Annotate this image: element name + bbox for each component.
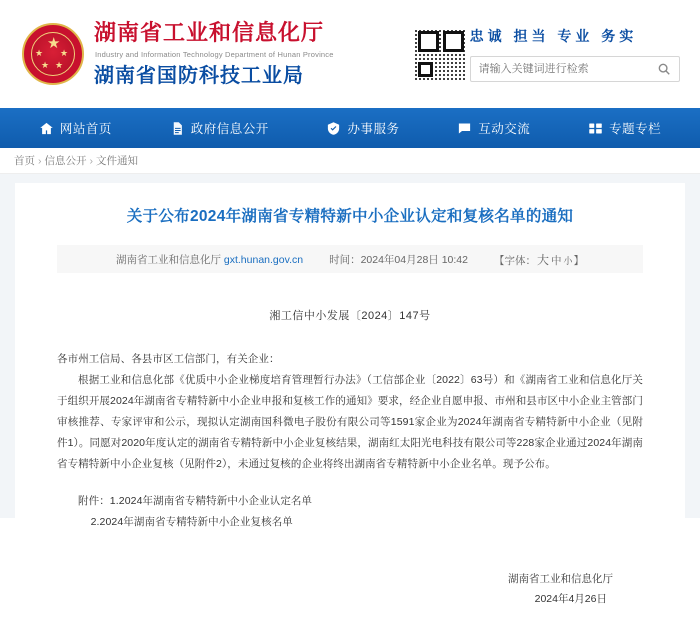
- fontsize-large-button[interactable]: 大: [537, 252, 550, 267]
- site-title-en: Industry and Information Technology Department of Hunan Province: [95, 50, 334, 59]
- grid-icon: [588, 121, 603, 136]
- article-meta: [57, 245, 643, 273]
- breadcrumb-item-notice[interactable]: 文件通知: [96, 155, 138, 167]
- breadcrumb: [0, 148, 700, 174]
- nav-label-gov-info: 政府信息公开: [190, 122, 269, 136]
- article-time: [329, 252, 468, 267]
- breadcrumb-item-info[interactable]: 信息公开: [44, 155, 87, 167]
- fontsize-label: 【字体：: [494, 254, 536, 267]
- home-icon: [39, 121, 54, 136]
- article-time-label: 时间：: [329, 253, 361, 266]
- article-body: [57, 349, 643, 533]
- attachment-list: [57, 491, 643, 533]
- nav-label-special-column: 专题专栏: [609, 122, 662, 136]
- header-right: [470, 26, 684, 82]
- document-number: 湘工信中小发展〔2024〕147号: [269, 310, 431, 322]
- search-bar[interactable]: [470, 56, 680, 82]
- nav-item-gov-info[interactable]: [170, 119, 269, 137]
- site-subtitle-cn: 湖南省国防科技工业局: [94, 63, 304, 87]
- nav-label-home: 网站首页: [59, 122, 112, 136]
- fontsize-medium-button[interactable]: 中: [551, 254, 562, 267]
- site-title-cn: 湖南省工业和信息化厅: [94, 21, 325, 46]
- fontsize-control: [494, 251, 584, 268]
- main-nav: [0, 108, 700, 148]
- document-icon: [170, 121, 185, 136]
- site-header: [0, 0, 700, 108]
- content-area: [0, 174, 700, 605]
- breadcrumb-separator: ›: [38, 154, 42, 167]
- nav-label-interaction: 互动交流: [478, 122, 531, 136]
- qr-code-icon: [412, 25, 470, 83]
- signature-org: 湖南省工业和信息化厅: [508, 573, 613, 585]
- article-source-link[interactable]: gxt.hunan.gov.cn: [223, 253, 304, 266]
- article-time-value: 2024年04月28日 10:42: [360, 253, 468, 266]
- breadcrumb-item-home[interactable]: 首页: [14, 155, 35, 167]
- breadcrumb-separator-2: ›: [89, 154, 93, 167]
- attachment-item-1[interactable]: 附件：1.2024年湖南省专精特新中小企业认定名单: [78, 495, 313, 507]
- nav-label-service: 办事服务: [347, 122, 400, 136]
- attachment-item-2[interactable]: 2.2024年湖南省专精特新中小企业复核名单: [90, 516, 293, 528]
- signature-date: 2024年4月26日: [534, 593, 607, 605]
- chat-icon: [457, 121, 472, 136]
- article-paragraph-main: 根据工业和信息化部《优质中小企业梯度培育管理暂行办法》（工信部企业〔2022〕63号）和《湖南省工业和信息化厅关于组织开展2024年湖南省专精特新中小企业申报和复核工作的通知》要求，经企业自愿申报、市州和县市区中小企业主管部门审核推荐、专家评审和公示，现拟认定湖南国科微电子股份有限公司等1591家企业为2024年湖南省专精特新中小企业（见附件1）。同愿对2020年度认定的湖南省专精特新中小企业复核结果，湖南红太阳光电科技有限公司等228家企业通过2024年湖南省专精特新中小企业复核（见附件2），未通过复核的企业将终出湖南省专精特新中小企业名单。现予公布。: [57, 374, 643, 470]
- service-icon: [326, 121, 341, 136]
- fontsize-small-button[interactable]: 小: [563, 255, 573, 266]
- site-title-block: [94, 20, 334, 88]
- fontsize-close: 】: [573, 254, 585, 267]
- nav-item-special-column[interactable]: [588, 119, 661, 137]
- article-card: [15, 183, 685, 619]
- page-title: 关于公布2024年湖南省专精特新中小企业认定和复核名单的通知: [126, 208, 574, 225]
- signature-block: [57, 569, 643, 609]
- search-input[interactable]: [471, 63, 649, 75]
- nav-item-interaction[interactable]: [457, 119, 530, 137]
- article-source-label: 湖南省工业和信息化厅: [115, 253, 221, 266]
- nav-item-service[interactable]: [326, 119, 399, 137]
- nav-item-home[interactable]: [39, 119, 112, 137]
- article-source: [116, 252, 303, 267]
- national-emblem-icon: ★ ★ ★ ★ ★: [22, 23, 84, 85]
- article-paragraph-greeting: 各市州工信局、各县市区工信部门，有关企业：: [57, 353, 280, 365]
- site-slogan: 忠诚 担当 专业 务实: [469, 28, 638, 44]
- search-icon[interactable]: [649, 57, 679, 81]
